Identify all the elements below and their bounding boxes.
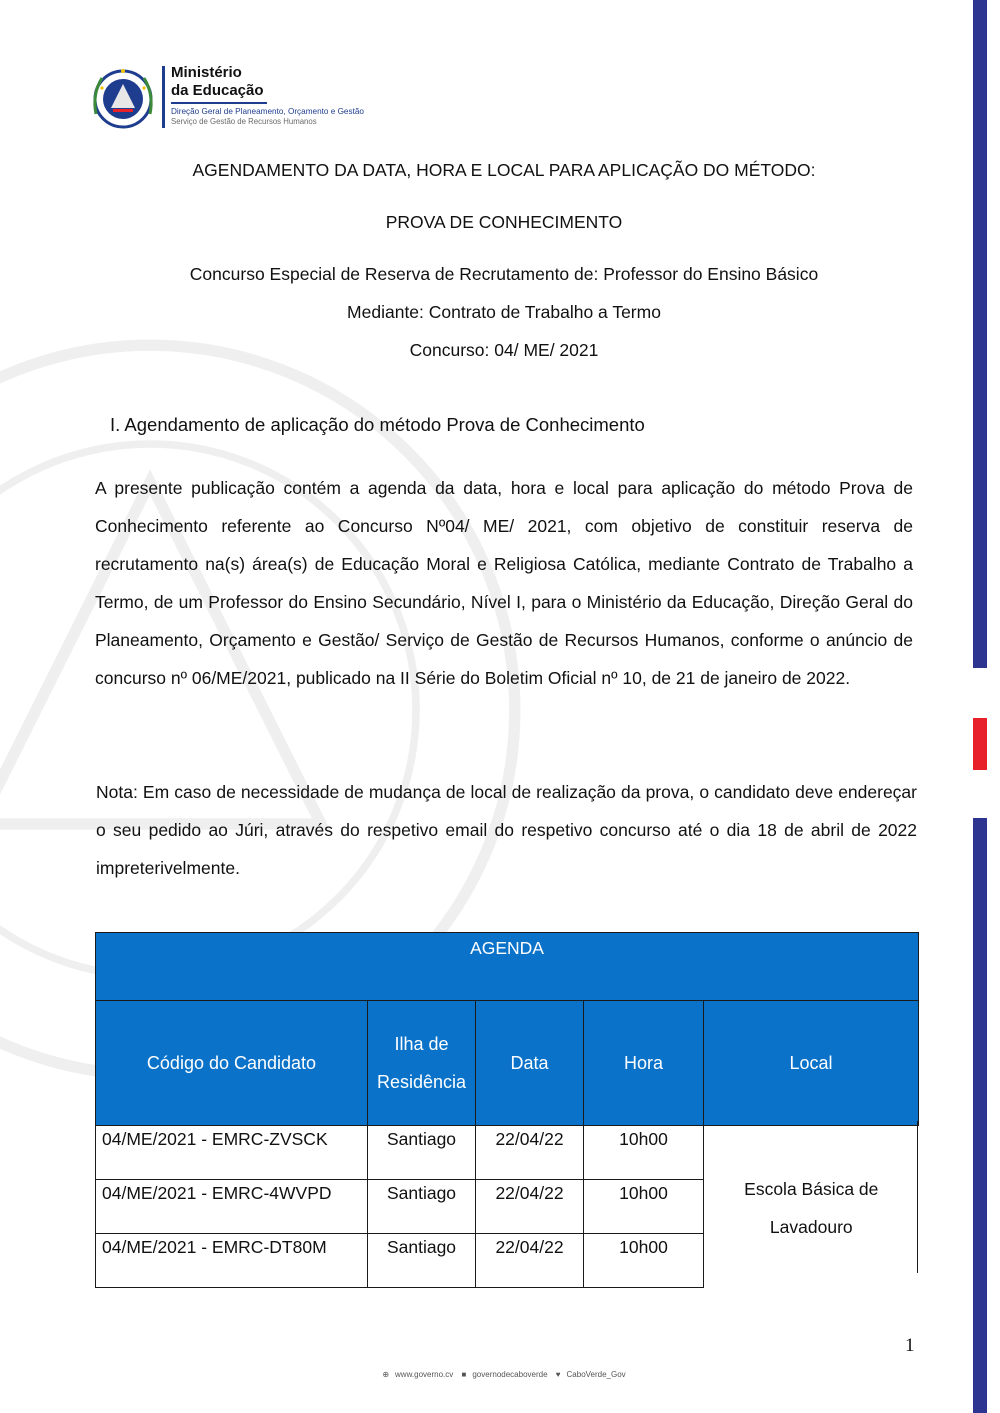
candidate-code: 04/ME/2021 - EMRC-4WVPD xyxy=(96,1180,368,1234)
concurso-number: Concurso: 04/ ME/ 2021 xyxy=(409,340,599,360)
agenda-table xyxy=(95,932,919,1288)
time-cell: 10h00 xyxy=(584,1234,704,1288)
candidate-code: 04/ME/2021 - EMRC-ZVSCK xyxy=(96,1126,368,1180)
date-cell: 22/04/22 xyxy=(476,1180,584,1234)
concurso-line: Concurso Especial de Reserva de Recrutamento de: Professor do Ensino Básico xyxy=(189,264,819,284)
column-header-date: Data xyxy=(476,1001,584,1126)
side-bar-blue-bottom xyxy=(973,818,987,1413)
side-bar-red xyxy=(973,718,987,770)
logo-sub-line1: Direção Geral de Planeamento, Orçamento e Gestão xyxy=(171,107,364,116)
location-cell-right-border xyxy=(917,1121,918,1273)
island-cell: Santiago xyxy=(368,1234,476,1288)
footer-facebook[interactable]: governodecaboverde xyxy=(472,1370,548,1379)
logo-title-line2: da Educação xyxy=(171,82,264,99)
page-number: 1 xyxy=(905,1335,915,1356)
main-paragraph: A presente publicação contém a agenda da data, hora e local para aplicação do método Prova de Conhecimento referente ao Concurso Nº04/ ME/ 2021, com objetivo de constituir reserva de recrutamento na(s) área(s) de Educação Moral e Religiosa Católica, mediante Contrato de Trabalho a Termo, de um Professor do Ensino Secundário, Nível I, para o Ministério da Educação, Direção Geral do Planeamento, Orçamento e Gestão/ Serviço de Gestão de Recursos Humanos, conforme o anúncio de concurso nº 06/ME/2021, publicado na II Série do Boletim Oficial nº 10, de 21 de janeiro de 2022. xyxy=(95,478,913,688)
section-heading: I. Agendamento de aplicação do método Prova de Conhecimento xyxy=(110,414,645,435)
mediante-line: Mediante: Contrato de Trabalho a Termo xyxy=(347,302,661,322)
twitter-icon: ♥ xyxy=(555,1370,561,1379)
document-subtitle: PROVA DE CONHECIMENTO xyxy=(385,212,623,232)
column-header-code: Código do Candidato xyxy=(96,1001,368,1126)
date-cell: 22/04/22 xyxy=(476,1234,584,1288)
column-header-island: Ilha de Residência xyxy=(368,1001,476,1126)
footer-website[interactable]: www.governo.cv xyxy=(395,1370,454,1379)
note-paragraph: Nota: Em caso de necessidade de mudança de local de realização da prova, o candidato deve endereçar o seu pedido ao Júri, através do respetivo email do respetivo concurso até o dia 18 de abril de 2022 impreterivelmente. xyxy=(96,782,917,878)
candidate-code: 04/ME/2021 - EMRC-DT80M xyxy=(96,1234,368,1288)
logo-divider xyxy=(162,66,165,128)
logo-text xyxy=(171,64,364,126)
location-cell: Escola Básica de Lavadouro xyxy=(704,1126,919,1288)
logo-title-line1: Ministério xyxy=(171,64,242,81)
island-cell: Santiago xyxy=(368,1126,476,1180)
time-cell: 10h00 xyxy=(584,1126,704,1180)
column-header-location: Local xyxy=(704,1001,919,1126)
table-row xyxy=(96,1126,919,1180)
side-bar-blue-top xyxy=(973,0,987,668)
island-cell: Santiago xyxy=(368,1180,476,1234)
column-header-time: Hora xyxy=(584,1001,704,1126)
agenda-title: AGENDA xyxy=(96,933,919,1001)
logo-underline xyxy=(171,102,267,104)
time-cell: 10h00 xyxy=(584,1180,704,1234)
footer-twitter[interactable]: CaboVerde_Gov xyxy=(566,1370,626,1379)
date-cell: 22/04/22 xyxy=(476,1126,584,1180)
globe-icon: ⊕ xyxy=(382,1370,390,1379)
logo-sub-line2: Serviço de Gestão de Recursos Humanos xyxy=(171,117,317,126)
coat-of-arms-icon xyxy=(88,64,158,134)
document-title: AGENDAMENTO DA DATA, HORA E LOCAL PARA APLICAÇÃO DO MÉTODO: xyxy=(192,160,816,180)
footer-links xyxy=(0,1370,1000,1379)
facebook-icon: ■ xyxy=(461,1370,467,1379)
